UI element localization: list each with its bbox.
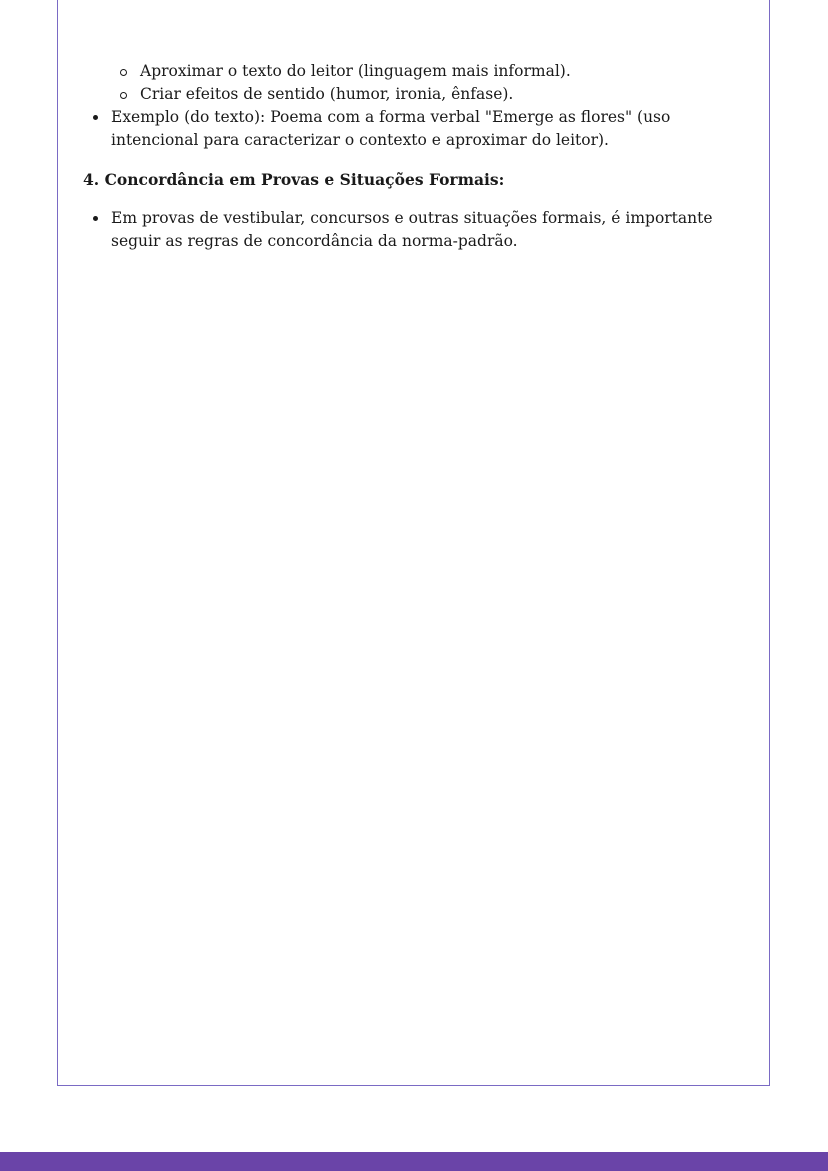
- list-item: Em provas de vestibular, concursos e outras situações formais, é importante seguir as regras de concordância da norma-padrão.: [83, 207, 743, 253]
- bullet-list: [83, 207, 743, 253]
- list-item: Aproximar o texto do leitor (linguagem mais informal).: [119, 60, 743, 83]
- sub-bullet-list: [119, 60, 743, 106]
- list-item: Exemplo (do texto): Poema com a forma verbal "Emerge as flores" (uso intencional para caracterizar o contexto e aproximar do leitor).: [83, 106, 743, 152]
- bullet-list: [83, 106, 743, 152]
- list-item: Criar efeitos de sentido (humor, ironia, ênfase).: [119, 83, 743, 106]
- section-heading: 4. Concordância em Provas e Situações Formais:: [83, 170, 505, 189]
- document-content: [83, 60, 743, 253]
- footer-bar: [0, 1152, 828, 1171]
